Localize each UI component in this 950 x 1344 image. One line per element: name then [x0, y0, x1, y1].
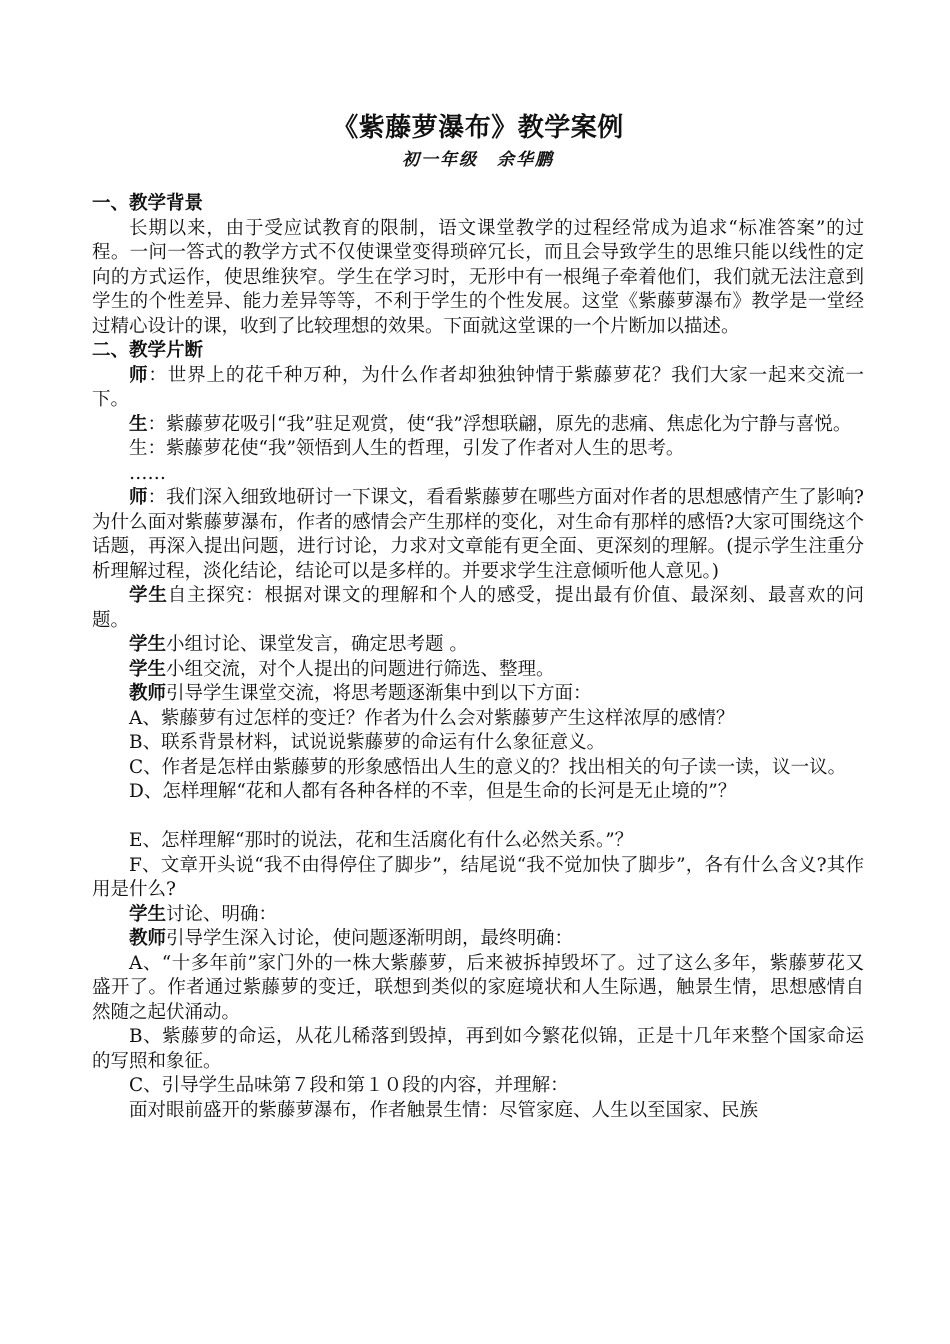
student-activity-1	[92, 584, 864, 633]
speaker-label: 生	[129, 413, 148, 435]
teacher-guidance-2	[92, 927, 864, 952]
question-f: F、文章开头说“我不由得停住了脚步”，结尾说“我不觉加快了脚步”，各有什么含义?其作用是什么?	[92, 854, 864, 900]
document-title: 《紫藤萝瀑布》教学案例	[332, 113, 624, 143]
paragraph-text: 自主探究：根据对课文的理解和个人的感受，提出最有价值、最深刻、最喜欢的问题。	[92, 585, 864, 631]
paragraph-text: 引导学生课堂交流，将思考题逐渐集中到以下方面：	[166, 683, 592, 704]
section-heading-fragment: 二、教学片断	[92, 340, 204, 361]
blank-line	[92, 805, 864, 830]
author-byline: 初一年级 余华鹏	[402, 150, 554, 170]
teacher-question-1	[92, 364, 864, 413]
question-d: D、怎样理解“花和人都有各种各样的不幸，但是生命的长河是无止境的”？	[129, 781, 737, 802]
student-answer-1	[92, 413, 864, 438]
speaker-label: 师	[129, 364, 149, 386]
student-answer-2: 生：紫藤萝花使“我”领悟到人生的哲理，引发了作者对人生的思考。	[129, 438, 685, 459]
background-paragraph: 长期以来，由于受应试教育的限制，语文课堂教学的过程经常成为追求“标准答案”的过程。一问一答式的教学方式不仅使课堂变得琐碎冗长，而且会导致学生的思维只能以线性的定向的方式运作，使思维狭窄。学生在学习时，无形中有一根绳子牵着他们，我们就无法注意到学生的个性差异、能力差异等等，不利于学生的个性发展。这堂《紫藤萝瀑布》教学是一堂经过精心设计的课，收到了比较理想的效果。下面就这堂课的一个片断加以描述。	[92, 217, 864, 337]
speaker-label: 教师	[129, 683, 167, 704]
question-a: A、紫藤萝有过怎样的变迁？作者为什么会对紫藤萝产生这样浓厚的感情？	[129, 707, 735, 729]
question-b: B、联系背景材料，试说说紫藤萝的命运有什么象征意义。	[129, 732, 606, 753]
question-e: E、怎样理解“那时的说法，花和生活腐化有什么必然关系。”？	[129, 830, 634, 851]
teacher-question-2	[92, 486, 864, 584]
student-activity-3	[92, 658, 864, 683]
student-activity-2	[92, 633, 864, 658]
section-heading-background: 一、教学背景	[92, 193, 204, 214]
paragraph-text: 小组讨论、课堂发言，确定思考题 。	[166, 634, 468, 655]
answer-b: B、紫藤萝的命运，从花儿稀落到毁掉，再到如今繁花似锦，正是十几年来整个国家命运的写照和象征。	[92, 1026, 864, 1072]
speaker-label: 师	[129, 487, 148, 508]
closing-paragraph: 面对眼前盛开的紫藤萝瀑布，作者触景生情：尽管家庭、人生以至国家、民族	[129, 1099, 759, 1121]
speaker-label: 学生	[129, 658, 167, 680]
paragraph-text: ：紫藤萝花吸引“我”驻足观赏，使“我”浮想联翩，原先的悲痛、焦虑化为宁静与喜悦。	[147, 413, 852, 435]
document-page	[92, 108, 864, 1123]
answer-c: C、引导学生品味第７段和第１０段的内容，并理解：	[129, 1075, 569, 1096]
question-c: C、作者是怎样由紫藤萝的形象感悟出人生的意义的？找出相关的句子读一读，议一议。	[129, 756, 847, 778]
paragraph-text: ：我们深入细致地研讨一下课文，看看紫藤萝在哪些方面对作者的思想感情产生了影响?为什么面对紫藤萝瀑布，作者的感情会产生那样的变化，对生命有那样的感悟?大家可围绕这个话题，再深入提出问题，进行讨论，力求对文章能有更全面、更深刻的理解。(提示学生注重分析理解过程，淡化结论，结论可以是多样的。并要求学生注意倾听他人意见。)	[92, 487, 864, 582]
answer-a: A、“十多年前”家门外的一株大紫藤萝，后来被拆掉毁坏了。过了这么多年，紫藤萝花又盛开了。作者通过紫藤萝的变迁，联想到类似的家庭境状和人生际遇，触景生情，思想感情自然随之起伏涌动。	[92, 952, 864, 1023]
speaker-label: 教师	[129, 928, 167, 949]
paragraph-text: 引导学生深入讨论，使问题逐渐明朗，最终明确：	[166, 928, 574, 949]
teacher-guidance-1	[92, 682, 864, 707]
paragraph-text: 小组交流，对个人提出的问题进行筛选、整理。	[166, 658, 555, 680]
paragraph-text: 讨论、明确：	[166, 903, 278, 925]
ellipsis: ……	[129, 462, 166, 484]
student-discussion	[92, 903, 864, 928]
speaker-label: 学生	[129, 585, 168, 606]
speaker-label: 学生	[129, 903, 167, 925]
paragraph-text: ：世界上的花千种万种，为什么作者却独独钟情于紫藤萝花？我们大家一起来交流一下。	[92, 364, 864, 410]
speaker-label: 学生	[129, 634, 167, 655]
